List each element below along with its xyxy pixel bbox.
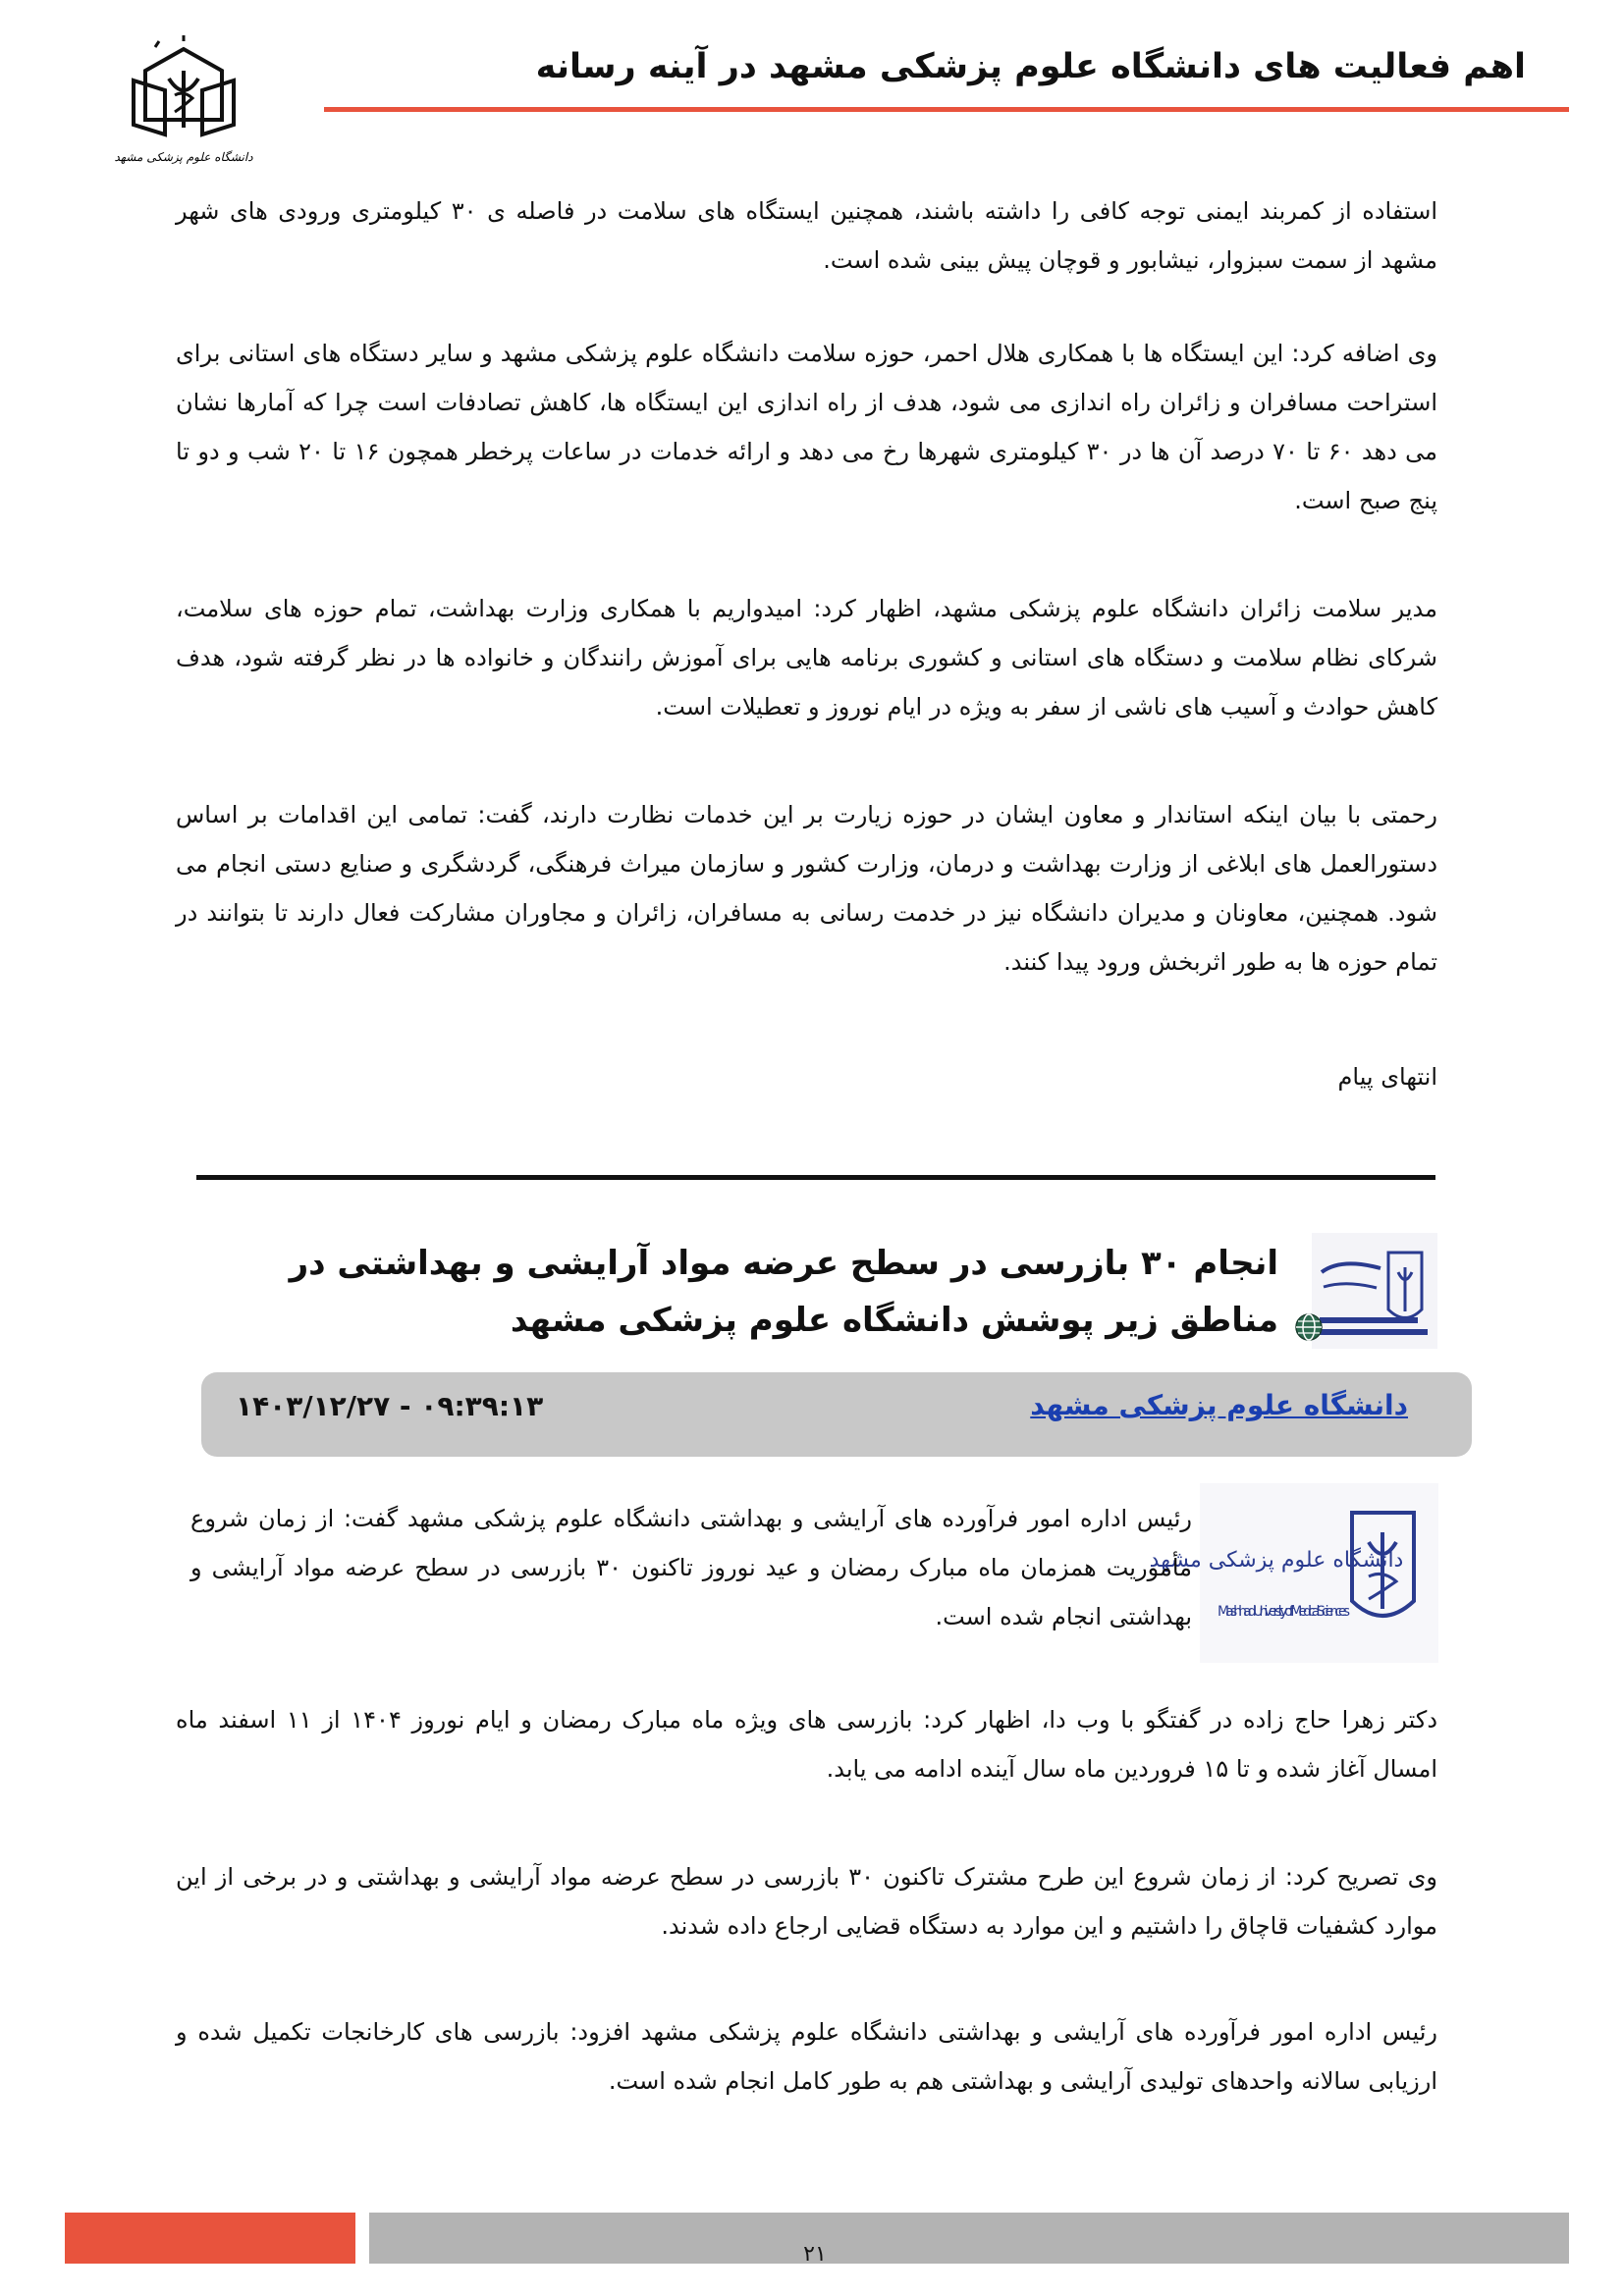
paragraph: استفاده از کمربند ایمنی توجه کافی را داشته باشند، همچنین ایستگاه های سلامت در فاصله ی ۳۰ کیلومتری ورودی های شهر مشهد از سمت سبزوار، نیشابور و قوچان پیش بینی شده است. bbox=[176, 197, 1437, 274]
svg-text:دانشگاه علوم پزشکی مشهد: دانشگاه علوم پزشکی مشهد bbox=[1149, 1548, 1404, 1573]
page-number: ۲۱ bbox=[803, 2242, 827, 2267]
footer-accent-bar bbox=[65, 2213, 355, 2264]
footer-bar bbox=[369, 2213, 1569, 2264]
source-link[interactable]: دانشگاه علوم پزشکی مشهد bbox=[1030, 1389, 1408, 1421]
paragraph: دکتر زهرا حاج زاده در گفتگو با وب دا، اظهار کرد: بازرسی های ویژه ماه مبارک رمضان و ایام نوروز ۱۴۰۴ از ۱۱ اسفند ماه امسال آغاز شده و تا ۱۵ فروردین ماه سال آینده ادامه می یابد. bbox=[176, 1706, 1438, 1783]
svg-text:دانشگاه علوم پزشکی مشهد: دانشگاه علوم پزشکی مشهد bbox=[114, 150, 253, 164]
paragraph: رئیس اداره امور فرآورده های آرایشی و بهداشتی دانشگاه علوم پزشکی مشهد افزود: بازرسی های کارخانجات تکمیل شده و ارزیابی سالانه واحدهای تولیدی آرایشی و بهداشتی هم به طور کامل انجام شده است. bbox=[176, 2018, 1437, 2095]
mums-logo-icon bbox=[1312, 1233, 1437, 1349]
university-crest-icon bbox=[114, 41, 253, 169]
paragraph: رئیس اداره امور فرآورده های آرایشی و بهداشتی دانشگاه علوم پزشکی مشهد گفت: از زمان شروع مأموریت همزمان ماه مبارک رمضان و عید نوروز تاکنون ۳۰ بازرسی در سطح عرضه مواد آرایشی و بهداشتی انجام شده است. bbox=[190, 1505, 1192, 1630]
paragraph: وی تصریح کرد: از زمان شروع این طرح مشترک تاکنون ۳۰ بازرسی در سطح عرضه مواد آرایشی و بهداشتی و در برخی از این موارد کشفیات قاچاق را داشتیم و این موارد به دستگاه قضایی ارجاع داده شدند. bbox=[176, 1863, 1438, 1940]
paragraph: وی اضافه کرد: این ایستگاه ها با همکاری هلال احمر، حوزه سلامت دانشگاه علوم پزشکی مشهد و سایر دستگاه های استانی برای استراحت مسافران و زائران راه اندازی می شود، هدف از راه اندازی این ایستگاه ها، کاهش تصادفات است چرا که آمارها نشان می دهد ۶۰ تا ۷۰ درصد آن ها در ۳۰ کیلومتری شهرها رخ می دهد و ارائه خدمات در ساعات پرخطر همچون ۱۶ تا ۲۰ شب و دو تا پنج صبح است. bbox=[176, 340, 1438, 514]
end-note: انتهای پیام bbox=[1337, 1063, 1437, 1091]
mums-logo-icon bbox=[1149, 1483, 1438, 1663]
paragraph: رحمتی با بیان اینکه استاندار و معاون ایشان در حوزه زیارت بر این خدمات نظارت دارند، گفت: تمامی این اقدامات بر اساس دستورالعمل های ابلاغی از وزارت بهداشت و درمان، وزارت کشور و سازمان میراث فرهنگی، گردشگری و صنایع دستی انجام می شود. همچنین، معاونان و مدیران دانشگاه نیز در خدمت رسانی به مسافران، زائران و مجاوران مشارکت فعال دارند تا بتوانند در تمام حوزه ها به طور اثربخش ورود پیدا کنند. bbox=[176, 801, 1437, 976]
publish-datetime: ۱۴۰۳/۱۲/۲۷ - ۰۹:۳۹:۱۳ bbox=[236, 1390, 544, 1422]
paragraph: مدیر سلامت زائران دانشگاه علوم پزشکی مشهد، اظهار کرد: امیدواریم با همکاری وزارت بهداشت، تمام حوزه های سلامت، شرکای نظام سلامت و دستگاه های استانی و کشوری برنامه هایی برای آموزش رانندگان و خانواده ها در نظر گرفته شود، هدف کاهش حوادث و آسیب های ناشی از سفر به ویژه در ایام نوروز و تعطیلات است. bbox=[176, 595, 1437, 721]
header-rule bbox=[324, 107, 1569, 112]
header-title: اهم فعالیت های دانشگاه علوم پزشکی مشهد در آینه رسانه bbox=[535, 47, 1526, 86]
svg-text:Mashhad University of Medical: Mashhad University of Medical Sciences bbox=[1218, 1604, 1351, 1620]
globe-icon[interactable] bbox=[1294, 1312, 1324, 1342]
news-title: انجام ۳۰ بازرسی در سطح عرضه مواد آرایشی و بهداشتی در مناطق زیر پوشش دانشگاه علوم پزشکی مشهد bbox=[289, 1244, 1278, 1340]
section-divider bbox=[196, 1175, 1435, 1180]
